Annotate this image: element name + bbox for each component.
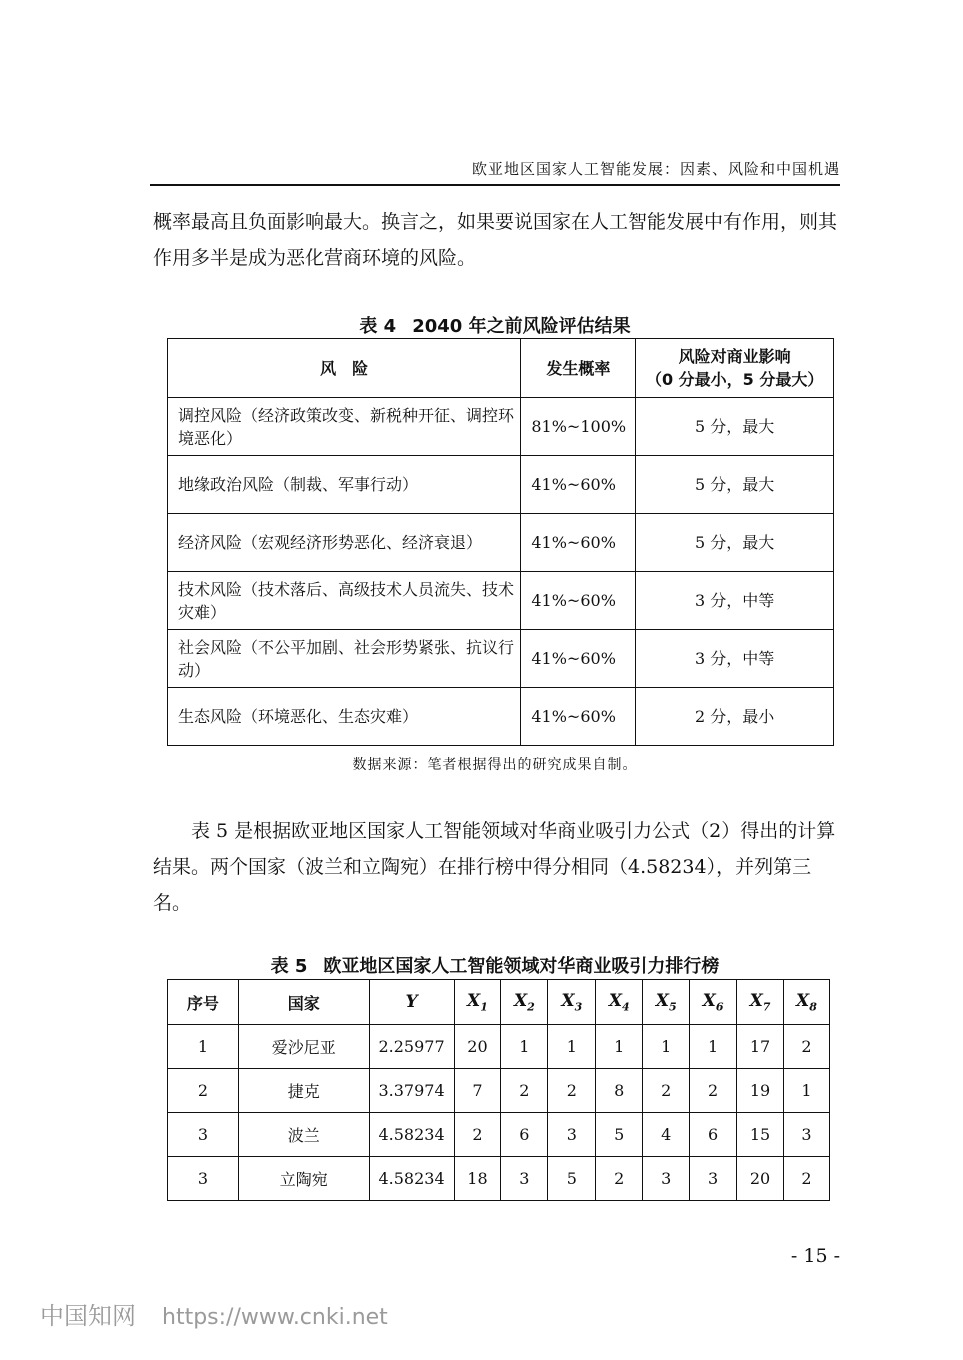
table4-caption-number: 表 4 (359, 316, 397, 337)
table4-header-probability: 发生概率 (521, 339, 636, 398)
y-cell: 4.58234 (369, 1113, 454, 1157)
table5-header-x8: $X_8$ (783, 980, 829, 1025)
risk-cell: 经济风险（宏观经济形势恶化、经济衰退） (168, 514, 521, 572)
cnki-watermark (40, 1296, 388, 1331)
table4-header-impact-line1: 风险对商业影响 (678, 347, 791, 366)
table5-header-rank: 序号 (168, 980, 239, 1025)
impact-cell: 5 分，最大 (636, 398, 834, 456)
x-cell: 1 (690, 1025, 737, 1069)
country-cell: 爱沙尼亚 (238, 1025, 369, 1069)
rank-cell: 2 (168, 1069, 239, 1113)
x-cell: 3 (501, 1157, 548, 1201)
rank-cell: 3 (168, 1157, 239, 1201)
table-row (168, 514, 834, 572)
x-cell: 2 (548, 1069, 596, 1113)
x-cell: 5 (548, 1157, 596, 1201)
probability-cell: 81%~100% (521, 398, 636, 456)
x-cell: 2 (783, 1157, 829, 1201)
table-row (168, 630, 834, 688)
table5-header-x3: $X_3$ (548, 980, 596, 1025)
x-cell: 20 (737, 1157, 784, 1201)
x-cell: 4 (643, 1113, 690, 1157)
impact-cell: 3 分，中等 (636, 572, 834, 630)
x-cell: 19 (737, 1069, 784, 1113)
risk-cell: 技术风险（技术落后、高级技术人员流失、技术灾难） (168, 572, 521, 630)
table4-header-row (168, 339, 834, 398)
x-cell: 2 (643, 1069, 690, 1113)
table4-caption (150, 312, 840, 338)
table-row (168, 688, 834, 746)
attractiveness-ranking-table (167, 979, 830, 1201)
table5-header-x5: $X_5$ (643, 980, 690, 1025)
y-cell: 4.58234 (369, 1157, 454, 1201)
x-cell: 1 (501, 1025, 548, 1069)
table5-header-row (168, 980, 830, 1025)
x-cell: 1 (643, 1025, 690, 1069)
table4-caption-title: 2040 年之前风险评估结果 (412, 316, 631, 337)
table5-caption-title: 欧亚地区国家人工智能领域对华商业吸引力排行榜 (323, 956, 720, 977)
x-cell: 20 (454, 1025, 501, 1069)
table-row (168, 1157, 830, 1201)
probability-cell: 41%~60% (521, 688, 636, 746)
body-paragraph: 表 5 是根据欧亚地区国家人工智能领域对华商业吸引力公式（2）得出的计算结果。两个国家（波兰和立陶宛）在排行榜中得分相同（4.58234），并列第三名。 (153, 820, 836, 914)
country-cell: 捷克 (238, 1069, 369, 1113)
running-header: 欧亚地区国家人工智能发展：因素、风险和中国机遇 (471, 160, 840, 178)
rank-cell: 1 (168, 1025, 239, 1069)
country-cell: 波兰 (238, 1113, 369, 1157)
table4-header-impact (636, 339, 834, 398)
watermark-brand: 中国知网 (40, 1302, 136, 1330)
x-cell: 2 (501, 1069, 548, 1113)
impact-cell: 5 分，最大 (636, 514, 834, 572)
x-cell: 1 (783, 1069, 829, 1113)
watermark-url: https://www.cnki.net (162, 1305, 388, 1330)
table5-header-x7: $X_7$ (737, 980, 784, 1025)
page-number: - 15 - (790, 1245, 840, 1267)
probability-cell: 41%~60% (521, 572, 636, 630)
table5-header-x6: $X_6$ (690, 980, 737, 1025)
table4-source-note: 数据来源：笔者根据得出的研究成果自制。 (352, 757, 638, 773)
table5-header-x2: $X_2$ (501, 980, 548, 1025)
table5-header-x1: $X_1$ (454, 980, 501, 1025)
y-cell: 2.25977 (369, 1025, 454, 1069)
x-cell: 2 (596, 1157, 643, 1201)
table4-header-risk: 风 险 (168, 339, 521, 398)
x-cell: 3 (548, 1113, 596, 1157)
table-row (168, 398, 834, 456)
x-cell: 2 (690, 1069, 737, 1113)
risk-cell: 调控风险（经济政策改变、新税种开征、调控环境恶化） (168, 398, 521, 456)
x-cell: 6 (501, 1113, 548, 1157)
x-cell: 2 (454, 1113, 501, 1157)
table5-caption-number: 表 5 (270, 956, 308, 977)
table5-header-x4: $X_4$ (596, 980, 643, 1025)
impact-cell: 3 分，中等 (636, 630, 834, 688)
table5-header-y: Y (369, 980, 454, 1025)
probability-cell: 41%~60% (521, 456, 636, 514)
table-row (168, 456, 834, 514)
x-cell: 7 (454, 1069, 501, 1113)
table4-header-impact-line2: （0 分最小，5 分最大） (645, 370, 824, 389)
table-row (168, 1025, 830, 1069)
country-cell: 立陶宛 (238, 1157, 369, 1201)
probability-cell: 41%~60% (521, 514, 636, 572)
table-row (168, 1069, 830, 1113)
table-row (168, 1113, 830, 1157)
x-cell: 1 (548, 1025, 596, 1069)
table-row (168, 572, 834, 630)
x-cell: 5 (596, 1113, 643, 1157)
intro-paragraph: 概率最高且负面影响最大。换言之，如果要说国家在人工智能发展中有作用，则其作用多半是成为恶化营商环境的风险。 (153, 211, 838, 269)
probability-cell: 41%~60% (521, 630, 636, 688)
risk-cell: 地缘政治风险（制裁、军事行动） (168, 456, 521, 514)
header-rule (150, 184, 840, 186)
x-cell: 8 (596, 1069, 643, 1113)
rank-cell: 3 (168, 1113, 239, 1157)
risk-cell: 生态风险（环境恶化、生态灾难） (168, 688, 521, 746)
risk-cell: 社会风险（不公平加剧、社会形势紧张、抗议行动） (168, 630, 521, 688)
x-cell: 1 (596, 1025, 643, 1069)
x-cell: 18 (454, 1157, 501, 1201)
impact-cell: 5 分，最大 (636, 456, 834, 514)
x-cell: 3 (643, 1157, 690, 1201)
table5-header-country: 国家 (238, 980, 369, 1025)
x-cell: 6 (690, 1113, 737, 1157)
x-cell: 3 (690, 1157, 737, 1201)
x-cell: 15 (737, 1113, 784, 1157)
table5-caption (150, 952, 840, 978)
impact-cell: 2 分，最小 (636, 688, 834, 746)
x-cell: 3 (783, 1113, 829, 1157)
x-cell: 17 (737, 1025, 784, 1069)
x-cell: 2 (783, 1025, 829, 1069)
risk-assessment-table (167, 338, 834, 746)
y-cell: 3.37974 (369, 1069, 454, 1113)
